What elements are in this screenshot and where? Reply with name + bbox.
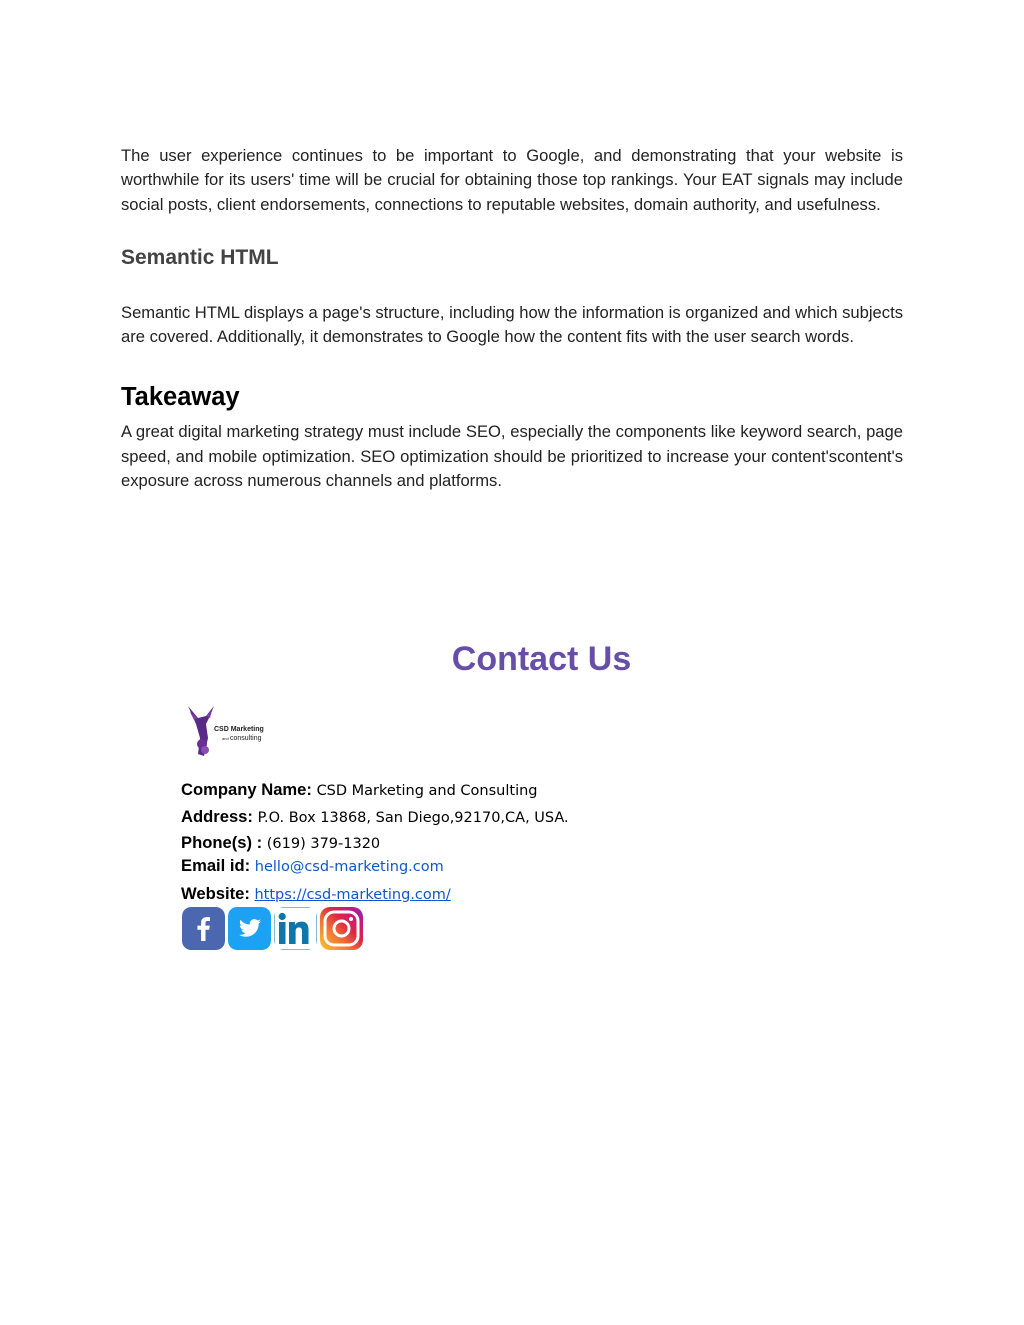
company-label: Company Name: xyxy=(181,780,312,799)
company-row xyxy=(181,778,569,803)
logo-text-line3: consulting xyxy=(230,735,262,742)
email-row xyxy=(181,855,569,878)
website-row xyxy=(181,882,569,907)
semantic-html-heading: Semantic HTML xyxy=(121,245,279,269)
linkedin-icon[interactable] xyxy=(274,907,317,950)
logo-text-line2: and xyxy=(222,736,229,741)
website-label: Website: xyxy=(181,884,250,903)
phone-row xyxy=(181,832,569,855)
logo-text-line1: CSD Marketing xyxy=(214,726,264,733)
address-label: Address: xyxy=(181,807,253,826)
document-body xyxy=(121,144,903,493)
instagram-icon[interactable] xyxy=(320,907,363,950)
semantic-html-paragraph: Semantic HTML displays a page's structure, including how the information is organized and which subjects are covered. Additionally, it demonstrates to Google how the content fits with the user search words. xyxy=(121,302,903,347)
company-value: CSD Marketing and Consulting xyxy=(316,783,538,799)
address-value: P.O. Box 13868, San Diego,92170,CA, USA. xyxy=(257,810,569,826)
contact-details xyxy=(181,778,569,907)
facebook-icon[interactable] xyxy=(182,907,225,950)
address-row xyxy=(181,805,569,830)
social-icons xyxy=(182,907,363,950)
contact-us-heading: Contact Us xyxy=(451,640,632,678)
intro-paragraph: The user experience continues to be important to Google, and demonstrating that your website is worthwhile for its users' time will be crucial for obtaining those top rankings. Your EAT signals may include social posts, client endorsements, connections to reputable websites, domain authority, and usefulness. xyxy=(121,146,903,214)
takeaway-paragraph: A great digital marketing strategy must include SEO, especially the components like keyword search, page speed, and mobile optimization. SEO optimization should be prioritized to increase your content'scontent's exposure across numerous channels and platforms. xyxy=(121,422,903,491)
phone-label: Phone(s) : xyxy=(181,833,263,852)
csd-logo xyxy=(184,704,268,760)
website-link[interactable]: https://csd-marketing.com/ xyxy=(254,887,451,903)
twitter-icon[interactable] xyxy=(228,907,271,950)
phone-value: (619) 379-1320 xyxy=(266,836,381,852)
email-label: Email id: xyxy=(181,856,251,875)
email-link[interactable]: hello@csd-marketing.com xyxy=(254,859,444,875)
takeaway-heading: Takeaway xyxy=(121,383,240,412)
